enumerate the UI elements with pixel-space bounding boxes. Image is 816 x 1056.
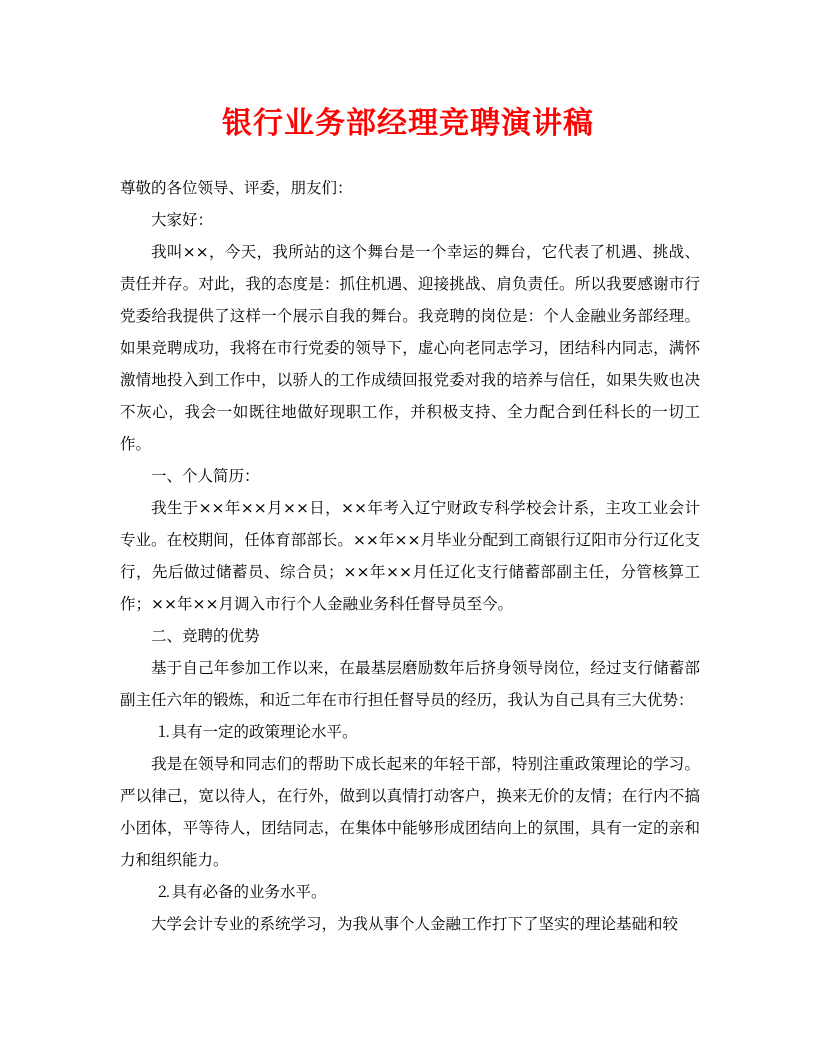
paragraph: 我叫××，今天，我所站的这个舞台是一个幸运的舞台，它代表了机遇、挑战、责任并存。对此，我的态度是：抓住机遇、迎接挑战、肩负责任。所以我要感谢市行党委给我提供了这样一个展示自我的舞台。我竞聘的岗位是：个人金融业务部经理。如果竞聘成功，我将在市行党委的领导下，虚心向老同志学习，团结科内同志，满怀激情地投入到工作中，以骄人的工作成绩回报党委对我的培养与信任，如果失败也决不灰心，我会一如既往地做好现职工作，并积极支持、全力配合到任科长的一切工作。 xyxy=(120,243,700,453)
paragraph: 大学会计专业的系统学习，为我从事个人金融工作打下了坚实的理论基础和较 xyxy=(151,915,679,933)
document-body xyxy=(120,172,700,940)
section-heading: 一、个人简历： xyxy=(151,467,260,485)
salutation: 尊敬的各位领导、评委，朋友们： xyxy=(120,179,353,197)
subsection-heading: ⒈具有一定的政策理论水平。 xyxy=(156,723,358,741)
subsection-heading: ⒉具有必备的业务水平。 xyxy=(156,883,327,901)
paragraph: 我是在领导和同志们的帮助下成长起来的年轻干部，特别注重政策理论的学习。严以律己，宽以待人，在行外，做到以真情打动客户，换来无价的友情；在行内不搞小团体，平等待人，团结同志，在集体中能够形成团结向上的氛围，具有一定的亲和力和组织能力。 xyxy=(120,755,700,869)
document-title: 银行业务部经理竞聘演讲稿 xyxy=(222,106,594,141)
greeting: 大家好： xyxy=(151,211,214,229)
section-heading: 二、竞聘的优势 xyxy=(151,627,260,645)
paragraph: 基于自己年参加工作以来，在最基层磨励数年后挤身领导岗位，经过支行储蓄部副主任六年的锻炼，和近二年在市行担任督导员的经历，我认为自己具有三大优势： xyxy=(120,659,700,709)
paragraph: 我生于××年××月××日，××年考入辽宁财政专科学校会计系，主攻工业会计专业。在校期间，任体育部部长。××年××月毕业分配到工商银行辽阳市分行辽化支行，先后做过储蓄员、综合员；××年××月任辽化支行储蓄部副主任，分管核算工作；××年××月调入市行个人金融业务科任督导员至今。 xyxy=(120,499,700,613)
